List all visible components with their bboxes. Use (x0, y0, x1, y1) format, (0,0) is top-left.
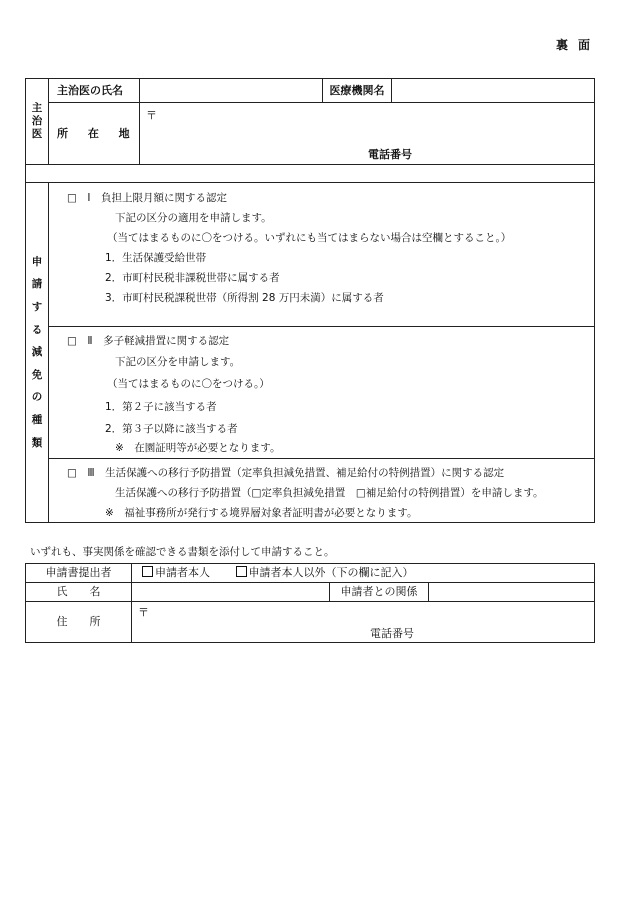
application-table (25, 182, 595, 523)
section-1-heading[interactable]: □ Ⅰ 負担上限月額に関する認定 (67, 192, 228, 204)
address-label: 住 所 (26, 602, 132, 643)
option-self[interactable]: 申請者本人 (142, 566, 210, 579)
doctor-name-field[interactable] (140, 79, 323, 103)
postal-mark: 〒 (146, 109, 157, 122)
relation-field[interactable] (429, 583, 595, 602)
doctor-address-field[interactable] (140, 103, 595, 165)
checkbox-other[interactable] (236, 566, 247, 577)
option-other[interactable]: 申請者本人以外（下の欄に記入） (236, 566, 414, 579)
submitter-table (25, 563, 595, 643)
footer-postal-mark: 〒 (138, 606, 149, 619)
doctor-name-label: 主治医の氏名 (49, 79, 140, 103)
application-section-label: 申 請 す る 減 免 の 種 類 (31, 255, 43, 449)
doctor-address-label: 所 在 地 (49, 103, 140, 165)
spacer-row (26, 165, 595, 183)
section-1: □ Ⅰ 負担上限月額に関する認定 下記の区分の適用を申請します。 （当てはまるものに〇をつける。いずれにも当てはまらない場合は空欄とすること。） 1．生活保護受給世帯 2．市町村民税非課税世帯に属する者 3．市町村民税課税世帯（所得割 28 万円未満）に属する者 (49, 183, 595, 327)
section-3: □ Ⅲ 生活保護への移行予防措置（定率負担減免措置、補足給付の特例措置）に関する認定 生活保護への移行予防措置（□定率負担減免措置 □補足給付の特例措置）を申請します。 ※ 福祉事務所が発行する境界層対象者証明書が必要となります。 (49, 459, 595, 523)
s1-item-1[interactable]: 1．生活保護受給世帯 (105, 252, 207, 264)
doctor-section-cell (26, 79, 49, 165)
name-label: 氏 名 (26, 583, 132, 602)
institution-field[interactable] (392, 79, 595, 103)
institution-label: 医療機関名 (323, 79, 392, 103)
page-side-label: 裏面 (555, 38, 600, 52)
section-3-heading[interactable]: □ Ⅲ 生活保護への移行予防措置（定率負担減免措置、補足給付の特例措置）に関する認定 (67, 467, 505, 479)
footer-phone-label: 電話番号 (370, 627, 414, 640)
section-2-heading[interactable]: □ Ⅱ 多子軽減措置に関する認定 (67, 335, 230, 347)
s2-item-2[interactable]: 2．第３子以降に該当する者 (105, 423, 238, 435)
doctor-phone-label: 電話番号 (368, 148, 412, 161)
doctor-section-label: 主 治 医 (31, 102, 43, 140)
name-field[interactable] (132, 583, 330, 602)
submitter-options (132, 564, 595, 583)
s1-item-2[interactable]: 2．市町村民税非課税世帯に属する者 (105, 272, 280, 284)
submitter-label: 申請書提出者 (26, 564, 132, 583)
application-section-cell (26, 183, 49, 523)
section-2: □ Ⅱ 多子軽減措置に関する認定 下記の区分を申請します。 （当てはまるものに〇をつける。） 1．第２子に該当する者 2．第３子以降に該当する者 ※ 在園証明等が必要となります。 (49, 327, 595, 459)
s2-item-1[interactable]: 1．第２子に該当する者 (105, 401, 217, 413)
attachment-note: いずれも、事実関係を確認できる書類を添付して申請すること。 (30, 546, 335, 558)
checkbox-self[interactable] (142, 566, 153, 577)
doctor-table (25, 78, 595, 183)
address-field[interactable] (132, 602, 595, 643)
s1-item-3[interactable]: 3．市町村民税課税世帯（所得割 28 万円未満）に属する者 (105, 292, 384, 304)
relation-label: 申請者との関係 (330, 583, 429, 602)
